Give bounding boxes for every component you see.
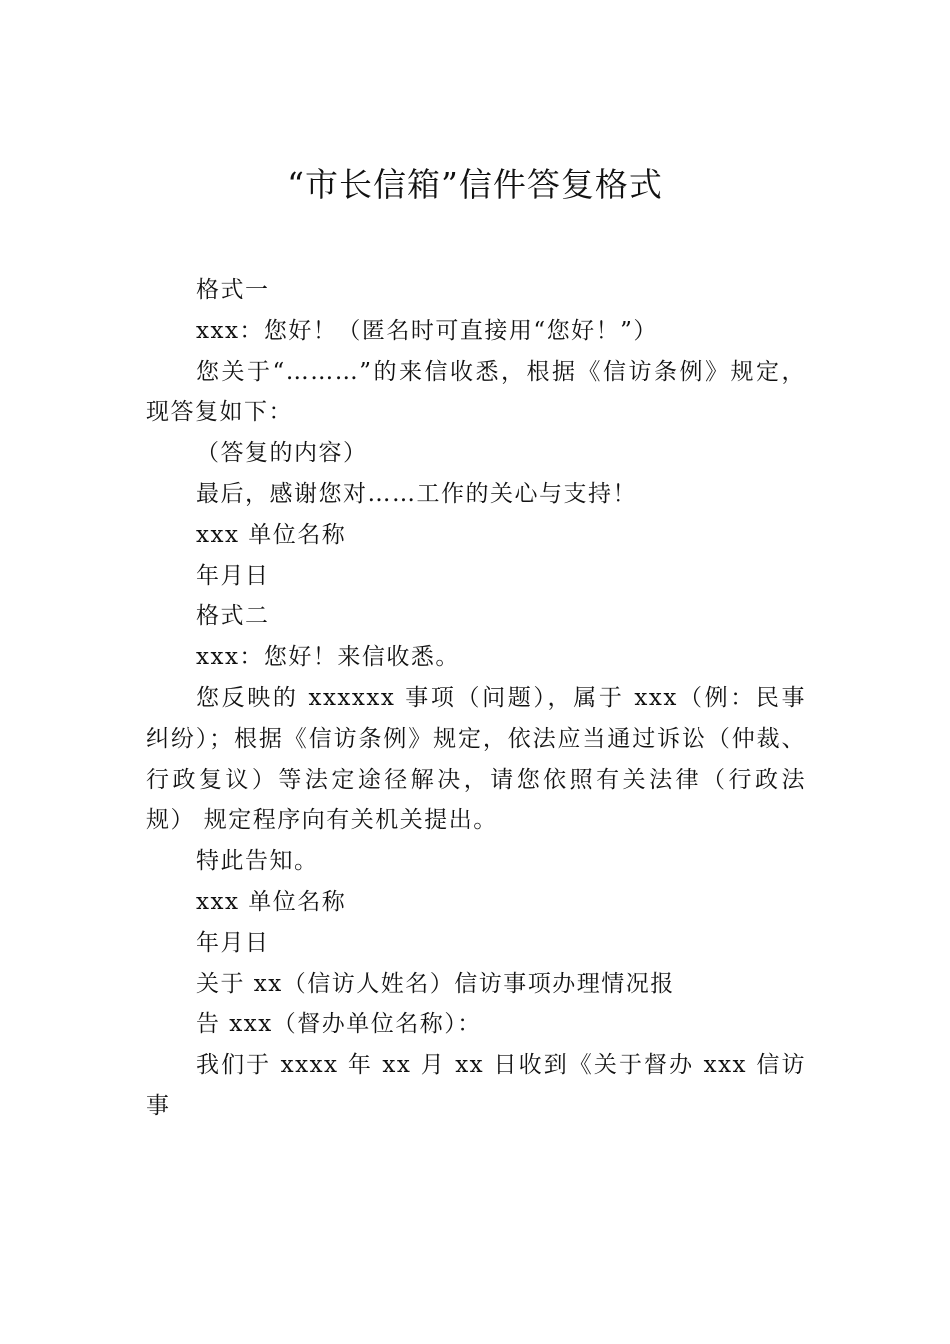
report-body-start: 我们于 xxxx 年 xx 月 xx 日收到《关于督办 xxx 信访事	[146, 1052, 806, 1119]
greeting-line-two: xxx：您好！来信收悉。	[196, 644, 460, 671]
format-one-heading: 格式一	[196, 277, 270, 303]
unit-name-line: xxx 单位名称	[196, 521, 347, 548]
reply-content-placeholder: （答复的内容）	[196, 440, 368, 467]
date-line: 年月日	[196, 562, 270, 589]
document-title: “市长信箱”信件答复格式	[287, 165, 663, 204]
legal-route-paragraph: 您反映的 xxxxxx 事项（问题），属于 xxx（例：民事纠纷）；根据《信访条例》规定，依法应当通过诉讼（仲裁、行政复议）等法定途径解决，请您依照有关法律（行政法规） 规定程序向有关机关提出。	[146, 684, 806, 834]
document-body	[146, 270, 806, 1127]
format-two-heading: 格式二	[196, 603, 270, 630]
unit-name-line-two: xxx 单位名称	[196, 888, 347, 915]
report-title-line-two: 告 xxx（督办单位名称）：	[196, 1011, 482, 1038]
closing-thanks: 最后，感谢您对……工作的关心与支持！	[196, 480, 637, 507]
report-title-line-one: 关于 xx（信访人姓名）信访事项办理情况报	[196, 970, 675, 997]
greeting-line: xxx：您好！（匿名时可直接用“您好！”）	[196, 317, 658, 344]
notice-line: 特此告知。	[196, 848, 319, 875]
receipt-paragraph: 您关于“………”的来信收悉，根据《信访条例》规定，现答复如下：	[146, 358, 806, 426]
date-line-two: 年月日	[196, 929, 270, 956]
